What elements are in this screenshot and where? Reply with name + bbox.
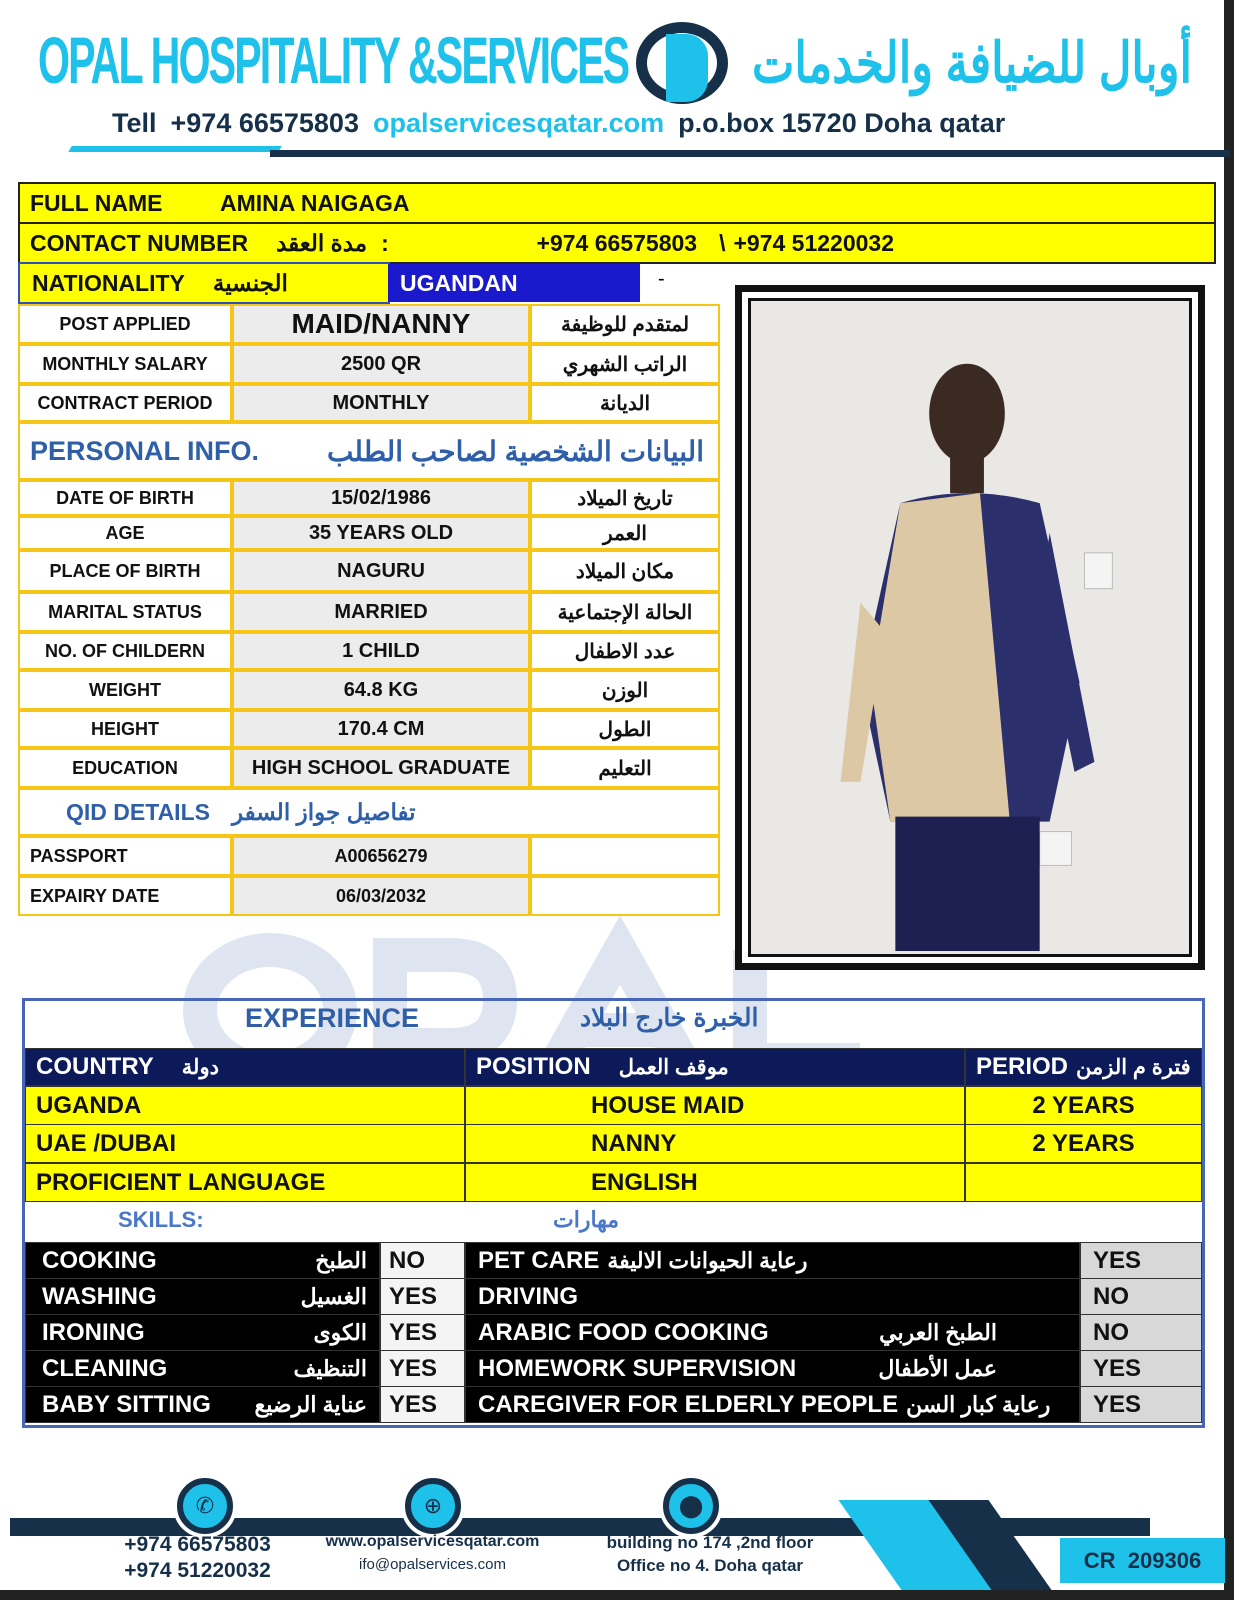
skill-left-label-ar: الغسيل	[300, 1283, 367, 1309]
personal-row-5-value: 64.8 KG	[232, 670, 530, 710]
personal-row-1-label-ar: العمر	[530, 516, 720, 550]
exp-country: PROFICIENT LANGUAGE	[25, 1163, 465, 1202]
opal-logo-p-icon	[666, 34, 708, 102]
qid-row-0-empty	[530, 836, 720, 876]
skill-right-value: NO	[1080, 1278, 1202, 1315]
personal-row-4-label: NO. OF CHILDERN	[18, 632, 232, 670]
header-accent	[68, 146, 281, 152]
phone-2: +974 51220032	[733, 229, 894, 256]
full-name-row	[18, 182, 1216, 224]
skill-right-label: HOMEWORK SUPERVISION	[478, 1354, 797, 1382]
personal-row-4-label-ar: عدد الاطفال	[530, 632, 720, 670]
exp-period	[965, 1163, 1202, 1202]
nationality-dash: -	[658, 268, 665, 290]
skill-left-cell	[25, 1350, 380, 1387]
job-row-2-value: MONTHLY	[232, 384, 530, 422]
job-row-1-label: MONTHLY SALARY	[18, 344, 232, 384]
footer-website[interactable]: www.opalservicesqatar.com	[325, 1533, 540, 1550]
position-header-label-ar: موقف العمل	[618, 1055, 729, 1079]
skill-left-cell	[25, 1386, 380, 1423]
skill-left-value: YES	[380, 1386, 465, 1423]
skill-left-label-ar: الكوى	[313, 1319, 367, 1345]
qid-title-ar: تفاصيل جواز السفر	[231, 798, 416, 825]
personal-row-6-label: HEIGHT	[18, 710, 232, 748]
phone-sep: \	[719, 229, 726, 256]
skill-right-cell	[465, 1242, 1080, 1279]
header-pobox: p.o.box 15720 Doha qatar	[678, 108, 1006, 138]
skill-right-cell	[465, 1350, 1080, 1387]
candidate-photo	[735, 285, 1205, 970]
header-phone: +974 66575803	[170, 108, 359, 138]
skill-right-label-ar: عمل الأطفال	[878, 1355, 997, 1381]
nationality-label-ar: الجنسية	[212, 269, 288, 296]
footer-phone-1: +974 66575803	[124, 1533, 271, 1556]
personal-row-3-label: MARITAL STATUS	[18, 592, 232, 632]
personal-row-3-label-ar: الحالة الإجتماعية	[530, 592, 720, 632]
job-row-0-value: MAID/NANNY	[232, 304, 530, 344]
skill-right-cell	[465, 1386, 1080, 1423]
skill-right-value: YES	[1080, 1242, 1202, 1279]
skill-right-label-ar: رعاية الحيوانات الاليفة	[607, 1247, 808, 1273]
phone-1: +974 66575803	[536, 229, 698, 256]
skill-left-label: IRONING	[42, 1318, 145, 1346]
job-row-2-label-ar: الديانة	[530, 384, 720, 422]
nationality-row	[18, 262, 390, 304]
contact-row	[18, 222, 1216, 264]
qid-row-0-label: PASSPORT	[18, 836, 232, 876]
header-divider	[270, 150, 1230, 157]
qid-title: QID DETAILS	[66, 798, 210, 825]
contact-sep: :	[381, 229, 389, 256]
skills-title: SKILLS:	[118, 1207, 204, 1232]
skill-left-value: YES	[380, 1278, 465, 1315]
personal-row-0-value: 15/02/1986	[232, 480, 530, 516]
exp-period: 2 YEARS	[965, 1124, 1202, 1163]
footer-address-2: Office no 4. Doha qatar	[616, 1556, 804, 1575]
skill-left-label-ar: عناية الرضيع	[254, 1391, 367, 1417]
skill-left-value: YES	[380, 1314, 465, 1351]
skill-left-label-ar: الطبخ	[315, 1247, 367, 1273]
nationality-value: UGANDAN	[388, 264, 640, 302]
skill-right-value: YES	[1080, 1386, 1202, 1423]
skill-left-value: NO	[380, 1242, 465, 1279]
phone-icon: ✆	[177, 1478, 233, 1534]
tel-label: Tell	[112, 108, 157, 138]
skill-right-value: NO	[1080, 1314, 1202, 1351]
personal-row-7-label: EDUCATION	[18, 748, 232, 788]
qid-row-1-value: 06/03/2032	[232, 876, 530, 916]
country-header-label-ar: دولة	[181, 1055, 219, 1079]
brand-name-ar: أوبال للضيافة والخدمات	[752, 31, 1192, 94]
job-row-2-label: CONTRACT PERIOD	[18, 384, 232, 422]
personal-row-6-label-ar: الطول	[530, 710, 720, 748]
exp-country: UAE /DUBAI	[25, 1124, 465, 1163]
job-row-0-label-ar: لمتقدم للوظيفة	[530, 304, 720, 344]
header-contact-line	[112, 108, 1005, 139]
location-pin-icon: ⬤	[663, 1478, 719, 1534]
header-website[interactable]: opalservicesqatar.com	[372, 108, 665, 138]
qid-row-1-label: EXPAIRY DATE	[18, 876, 232, 916]
period-header-label-ar: فترة م الزمن	[1076, 1055, 1191, 1079]
position-header-label: POSITION	[476, 1053, 591, 1080]
full-name-value: AMINA NAIGAGA	[220, 189, 410, 216]
exp-period: 2 YEARS	[965, 1086, 1202, 1125]
skill-left-label: WASHING	[42, 1282, 157, 1310]
personal-row-4-value: 1 CHILD	[232, 632, 530, 670]
footer-address-1: building no 174 ,2nd floor	[606, 1533, 814, 1552]
personal-row-2-value: NAGURU	[232, 550, 530, 592]
personal-info-title: PERSONAL INFO.	[30, 435, 260, 466]
personal-row-0-label-ar: تاريخ الميلاد	[530, 480, 720, 516]
skill-right-label-ar: الطبخ العربي	[879, 1319, 997, 1345]
personal-row-2-label: PLACE OF BIRTH	[18, 550, 232, 592]
personal-row-0-label: DATE OF BIRTH	[18, 480, 232, 516]
skill-right-label: ARABIC FOOD COOKING	[478, 1318, 769, 1346]
skill-right-value: YES	[1080, 1350, 1202, 1387]
skill-right-cell	[465, 1314, 1080, 1351]
personal-row-1-label: AGE	[18, 516, 232, 550]
skill-right-label: DRIVING	[478, 1282, 579, 1310]
skill-left-label: CLEANING	[42, 1354, 168, 1382]
exp-country: UGANDA	[25, 1086, 465, 1125]
skills-title-ar: مهارات	[553, 1207, 620, 1232]
contact-label: CONTACT NUMBER	[30, 229, 249, 256]
personal-row-3-value: MARRIED	[232, 592, 530, 632]
qid-row-1-empty	[530, 876, 720, 916]
period-header-label: PERIOD	[976, 1053, 1069, 1080]
exp-position: NANNY	[465, 1124, 965, 1163]
qid-heading	[18, 788, 720, 836]
country-header	[25, 1048, 465, 1086]
footer-phone-2: +974 51220032	[124, 1559, 271, 1582]
contact-label-ar: مدة العقد	[276, 229, 368, 256]
position-header	[465, 1048, 965, 1086]
job-row-1-label-ar: الراتب الشهري	[530, 344, 720, 384]
personal-info-heading	[18, 422, 720, 480]
personal-row-7-value: HIGH SCHOOL GRADUATE	[232, 748, 530, 788]
skill-right-label-ar: رعاية كبار السن	[906, 1391, 1051, 1417]
candidate-figure-icon	[751, 301, 1189, 954]
experience-title-ar: الخبرة خارج البلاد	[580, 1004, 759, 1032]
skill-left-label-ar: التنظيف	[293, 1355, 367, 1381]
exp-position: ENGLISH	[465, 1163, 965, 1202]
brand-name-en: OPAL HOSPITALITY &SERVICES	[38, 23, 629, 97]
skill-right-cell	[465, 1278, 1080, 1315]
country-header-label: COUNTRY	[36, 1053, 154, 1080]
personal-row-5-label: WEIGHT	[18, 670, 232, 710]
personal-row-1-value: 35 YEARS OLD	[232, 516, 530, 550]
nationality-label: NATIONALITY	[32, 269, 185, 296]
skill-left-value: YES	[380, 1350, 465, 1387]
qid-row-0-value: A00656279	[232, 836, 530, 876]
period-header	[965, 1048, 1202, 1086]
skill-right-label: PET CARE	[478, 1246, 600, 1274]
skill-left-label: COOKING	[42, 1246, 157, 1274]
globe-icon: ⊕	[405, 1478, 461, 1534]
footer-email[interactable]: ifo@opalservices.com	[359, 1556, 506, 1573]
experience-title: EXPERIENCE	[245, 1003, 420, 1033]
exp-position: HOUSE MAID	[465, 1086, 965, 1125]
skill-left-cell	[25, 1278, 380, 1315]
personal-row-2-label-ar: مكان الميلاد	[530, 550, 720, 592]
full-name-label: FULL NAME	[30, 189, 163, 216]
job-row-0-label: POST APPLIED	[18, 304, 232, 344]
cr-number: CR 209306	[1060, 1538, 1225, 1583]
personal-row-6-value: 170.4 CM	[232, 710, 530, 748]
skill-left-cell	[25, 1314, 380, 1351]
personal-info-title-ar: البيانات الشخصية لصاحب الطلب	[326, 435, 704, 467]
personal-row-7-label-ar: التعليم	[530, 748, 720, 788]
skill-right-label: CAREGIVER FOR ELDERLY PEOPLE	[478, 1390, 899, 1418]
skill-left-cell	[25, 1242, 380, 1279]
job-row-1-value: 2500 QR	[232, 344, 530, 384]
personal-row-5-label-ar: الوزن	[530, 670, 720, 710]
skill-left-label: BABY SITTING	[42, 1390, 211, 1418]
